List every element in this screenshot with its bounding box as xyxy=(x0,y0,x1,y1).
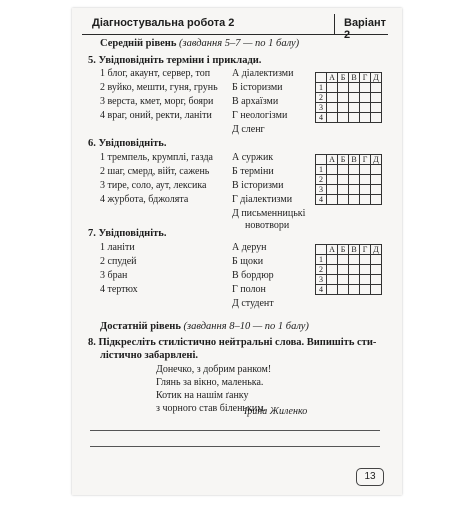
q6-right-b: Б терміни xyxy=(232,166,274,177)
q7-left-3: 3 бран xyxy=(100,270,128,281)
grid-row-label: 4 xyxy=(316,285,327,295)
grid-col-e: Д xyxy=(371,245,382,255)
grid-row-label: 4 xyxy=(316,195,327,205)
answer-cell[interactable] xyxy=(327,113,338,123)
poem-line-3: Котик на нашім ґанку xyxy=(156,390,249,401)
answer-cell[interactable] xyxy=(360,103,371,113)
poem-line-4: з чорного став біленьким. xyxy=(156,403,267,414)
answer-cell[interactable] xyxy=(360,83,371,93)
q6-left-3: 3 тире, соло, аут, лексика xyxy=(100,180,207,191)
answer-cell[interactable] xyxy=(360,93,371,103)
q5-right-b: Б історизми xyxy=(232,82,283,93)
answer-cell[interactable] xyxy=(349,175,360,185)
q6-right-d: Г діалектизми xyxy=(232,194,293,205)
grid-row-label: 2 xyxy=(316,265,327,275)
page-number: 13 xyxy=(356,468,384,486)
header-title: Діагностувальна робота 2 xyxy=(92,17,235,29)
answer-cell[interactable] xyxy=(371,165,382,175)
grid-row-label: 3 xyxy=(316,275,327,285)
answer-cell[interactable] xyxy=(360,285,371,295)
answer-cell[interactable] xyxy=(338,255,349,265)
answer-cell[interactable] xyxy=(327,285,338,295)
answer-cell[interactable] xyxy=(338,113,349,123)
q7-right-d: Г полон xyxy=(232,284,266,295)
grid-row xyxy=(316,195,382,205)
q7-left-1: 1 ланіти xyxy=(100,242,135,253)
q7-answer-grid xyxy=(315,244,382,295)
q5-title: 5. Увідповідніть терміни і приклади. xyxy=(88,55,262,66)
answer-cell[interactable] xyxy=(349,265,360,275)
grid-row xyxy=(316,275,382,285)
q6-right-e: Д письменницькі xyxy=(232,208,306,219)
answer-line-2[interactable] xyxy=(90,446,380,447)
grid-col-e: Д xyxy=(371,73,382,83)
grid-row xyxy=(316,83,382,93)
answer-cell[interactable] xyxy=(360,195,371,205)
answer-cell[interactable] xyxy=(338,175,349,185)
q6-title: 6. Увідповідніть. xyxy=(88,138,167,149)
answer-cell[interactable] xyxy=(338,195,349,205)
answer-cell[interactable] xyxy=(349,285,360,295)
answer-cell[interactable] xyxy=(360,113,371,123)
q7-title: 7. Увідповідніть. xyxy=(88,228,167,239)
q5-right-e: Д сленг xyxy=(232,124,265,135)
answer-cell[interactable] xyxy=(338,275,349,285)
grid-corner xyxy=(316,73,327,83)
answer-cell[interactable] xyxy=(360,175,371,185)
grid-col-d: Г xyxy=(360,73,371,83)
header-variant: Варіант 2 xyxy=(344,17,386,41)
answer-cell[interactable] xyxy=(349,195,360,205)
answer-cell[interactable] xyxy=(349,185,360,195)
answer-cell[interactable] xyxy=(338,93,349,103)
grid-row xyxy=(316,255,382,265)
grid-row-label: 2 xyxy=(316,175,327,185)
answer-cell[interactable] xyxy=(338,83,349,93)
q6-right-c: В історизми xyxy=(232,180,284,191)
q6-left-4: 4 журбота, бджолята xyxy=(100,194,189,205)
grid-col-b: Б xyxy=(338,73,349,83)
q8-title-line2: лістично забарвлені. xyxy=(100,350,199,361)
answer-cell[interactable] xyxy=(327,265,338,275)
answer-cell[interactable] xyxy=(371,265,382,275)
answer-cell[interactable] xyxy=(327,175,338,185)
answer-cell[interactable] xyxy=(327,275,338,285)
grid-row-label: 1 xyxy=(316,83,327,93)
answer-cell[interactable] xyxy=(338,185,349,195)
q6-left-1: 1 тремпель, крумплі, газда xyxy=(100,152,213,163)
grid-row xyxy=(316,93,382,103)
grid-row xyxy=(316,185,382,195)
answer-cell[interactable] xyxy=(338,265,349,275)
answer-cell[interactable] xyxy=(371,195,382,205)
answer-cell[interactable] xyxy=(371,113,382,123)
answer-cell[interactable] xyxy=(349,165,360,175)
answer-cell[interactable] xyxy=(349,83,360,93)
grid-row-label: 1 xyxy=(316,255,327,265)
page-header xyxy=(82,14,388,41)
answer-cell[interactable] xyxy=(360,185,371,195)
q6-right-e-cont: новотвори xyxy=(245,220,290,231)
answer-cell[interactable] xyxy=(349,103,360,113)
grid-col-b: Б xyxy=(338,155,349,165)
grid-row-label: 3 xyxy=(316,185,327,195)
grid-col-b: Б xyxy=(338,245,349,255)
grid-header-row xyxy=(316,155,382,165)
q5-right-c: В архаїзми xyxy=(232,96,279,107)
answer-cell[interactable] xyxy=(327,93,338,103)
answer-cell[interactable] xyxy=(327,83,338,93)
answer-cell[interactable] xyxy=(371,275,382,285)
grid-row-label: 3 xyxy=(316,103,327,113)
level-sufficient xyxy=(100,321,309,332)
answer-cell[interactable] xyxy=(349,113,360,123)
q6-answer-grid xyxy=(315,154,382,205)
q5-right-a: А діалектизми xyxy=(232,68,294,79)
level-middle xyxy=(100,38,299,49)
grid-corner xyxy=(316,155,327,165)
grid-col-a: А xyxy=(327,245,338,255)
answer-cell[interactable] xyxy=(349,275,360,285)
poem-line-1: Донечко, з добрим ранком! xyxy=(156,364,272,375)
level-sufficient-note: (завдання 8–10 — по 1 балу) xyxy=(183,321,309,332)
grid-row xyxy=(316,285,382,295)
answer-line-1[interactable] xyxy=(90,430,380,431)
q7-right-e: Д студент xyxy=(232,298,274,309)
answer-cell[interactable] xyxy=(349,93,360,103)
answer-cell[interactable] xyxy=(327,195,338,205)
answer-cell[interactable] xyxy=(371,83,382,93)
grid-row-label: 2 xyxy=(316,93,327,103)
q7-left-4: 4 тертюх xyxy=(100,284,138,295)
answer-cell[interactable] xyxy=(371,175,382,185)
q5-answer-grid xyxy=(315,72,382,123)
grid-col-e: Д xyxy=(371,155,382,165)
answer-cell[interactable] xyxy=(371,285,382,295)
answer-cell[interactable] xyxy=(371,103,382,113)
level-sufficient-label: Достатній рівень xyxy=(100,321,181,332)
q5-left-4: 4 враг, оний, ректи, ланіти xyxy=(100,110,212,121)
q6-right-a: А суржик xyxy=(232,152,274,163)
grid-col-c: В xyxy=(349,73,360,83)
q7-right-c: В бордюр xyxy=(232,270,274,281)
grid-row-label: 1 xyxy=(316,165,327,175)
q7-right-a: А дерун xyxy=(232,242,267,253)
answer-cell[interactable] xyxy=(371,255,382,265)
q7-left-2: 2 спудей xyxy=(100,256,137,267)
grid-row xyxy=(316,113,382,123)
grid-col-c: В xyxy=(349,245,360,255)
q5-right-d: Г неологізми xyxy=(232,110,288,121)
answer-cell[interactable] xyxy=(349,255,360,265)
level-middle-label: Середній рівень xyxy=(100,38,177,49)
grid-col-d: Г xyxy=(360,245,371,255)
answer-cell[interactable] xyxy=(338,103,349,113)
answer-cell[interactable] xyxy=(360,165,371,175)
grid-row xyxy=(316,103,382,113)
grid-header-row xyxy=(316,73,382,83)
grid-corner xyxy=(316,245,327,255)
q5-left-2: 2 вуйко, мешти, гуня, грунь xyxy=(100,82,218,93)
grid-row-label: 4 xyxy=(316,113,327,123)
answer-cell[interactable] xyxy=(360,265,371,275)
answer-cell[interactable] xyxy=(327,103,338,113)
level-middle-note: (завдання 5–7 — по 1 балу) xyxy=(179,38,300,49)
q5-left-3: 3 верста, кмет, морг, бояри xyxy=(100,96,214,107)
answer-cell[interactable] xyxy=(327,185,338,195)
answer-cell[interactable] xyxy=(360,255,371,265)
grid-col-d: Г xyxy=(360,155,371,165)
q5-left-1: 1 блог, акаунт, сервер, топ xyxy=(100,68,211,79)
header-divider xyxy=(334,14,335,34)
answer-cell[interactable] xyxy=(327,255,338,265)
answer-cell[interactable] xyxy=(371,185,382,195)
answer-cell[interactable] xyxy=(360,275,371,285)
answer-cell[interactable] xyxy=(338,285,349,295)
answer-cell[interactable] xyxy=(327,165,338,175)
poem-author: Ірина Жиленко xyxy=(244,406,308,417)
grid-row xyxy=(316,265,382,275)
poem-line-2: Глянь за вікно, маленька. xyxy=(156,377,264,388)
grid-col-a: А xyxy=(327,73,338,83)
q8-title-line1: 8. Підкресліть стилістично нейтральні слова. Випишіть сти- xyxy=(88,337,377,348)
answer-cell[interactable] xyxy=(338,165,349,175)
grid-col-c: В xyxy=(349,155,360,165)
answer-cell[interactable] xyxy=(371,93,382,103)
grid-col-a: А xyxy=(327,155,338,165)
grid-row xyxy=(316,175,382,185)
grid-header-row xyxy=(316,245,382,255)
q7-right-b: Б щоки xyxy=(232,256,264,267)
q6-left-2: 2 шаг, смерд, війт, сажень xyxy=(100,166,210,177)
grid-row xyxy=(316,165,382,175)
